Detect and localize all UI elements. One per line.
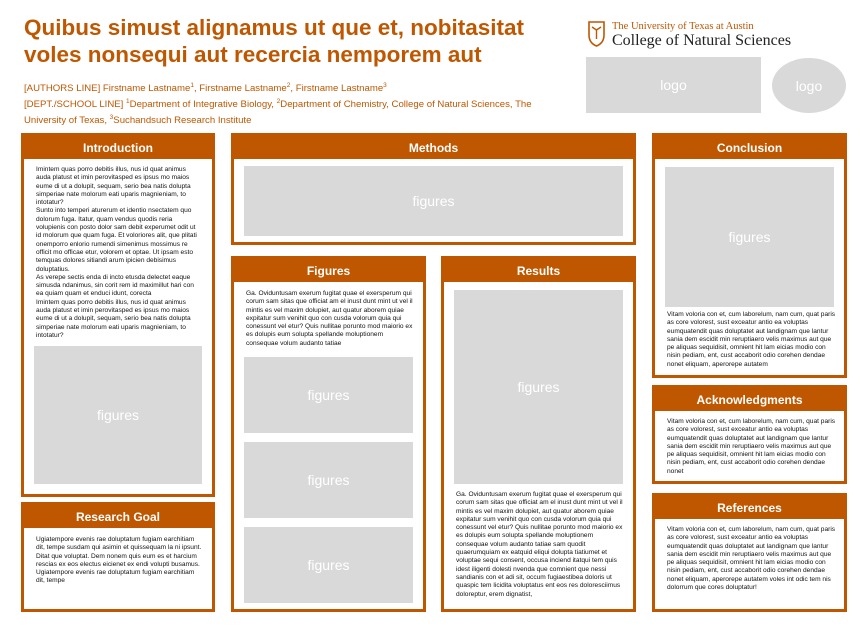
- conclusion-heading: Conclusion: [655, 136, 844, 159]
- ut-austin-logo: [588, 20, 808, 52]
- research-goal-text: Ugiatempore evenis rae doluptatum fugiam earchitiam dit, tempe susdam qui asimin et quissequam la ni ipsunt. Ditat que voluptat. Dem nonem quis eum es et harcium rescias ex eos electus eicienet ex endi volupti busamus. Ugiatempore evenis rae doluptatum fugiam earchitiam dit, tempe: [36, 536, 202, 585]
- figures-heading: Figures: [234, 259, 423, 282]
- poster-title: Quibus simust alignamus ut que et, nobitasitat voles nonsequi aut recercia nemporem aut: [24, 15, 525, 67]
- references-heading: References: [655, 496, 844, 519]
- conclusion-text: Vitam voloria con et, cum laborelum, nam cum, quat paris as core volorest, sust exceatur antio ea voluptas eumquatendit quas doluptatet aut landignam que lantur sania dem escidit min reruptiaero velis maximus aut que pe aliquas sequidisit, omnient hit lam eicias modio con nisin pediam, ent, cust accaborit odio corehen dendae nonet eliquam, aperorepe autatem: [667, 311, 836, 368]
- conclusion-panel: [652, 133, 847, 378]
- conclusion-figure-placeholder: figures: [665, 167, 834, 307]
- college-name: College of Natural Sciences: [612, 32, 792, 49]
- introduction-panel: [21, 133, 215, 497]
- references-panel: [652, 493, 847, 612]
- methods-panel: [231, 133, 636, 245]
- logo-placeholder-oval: logo: [772, 58, 846, 113]
- references-text: Vitam voloria con et, cum laborelum, nam cum, quat paris as core volorest, sust exceatur antio ea voluptas eumquatendit quas doluptatet aut landignam que lantur sania dem escidit min reruptiaero velis maximus aut que pe aliquas sequidisit, omnient hit lam eicias modio con nisin pediam, ent, cust accaborit odio corehen dendae nonet eliquam, aperorepe autatem voles int odic tem nis dolorrum que cores doluptatur!: [667, 526, 836, 592]
- figures-placeholder-3: figures: [244, 527, 413, 603]
- acknowledgments-text: Vitam voloria con et, cum laborelum, nam cum, quat paris as core volorest, sust exceatur antio ea voluptas eumquatendit quas doluptatet aut landignam que lantur sania dem escidit min reruptiaero velis maximus aut que pe aliquas sequidisit, omnient hit lam eicias modio con nisin pediam, ent, cust accaborit odio corehen dendae nonet: [667, 418, 836, 475]
- results-figure-placeholder: figures: [454, 290, 623, 484]
- logo-placeholder-rect: logo: [586, 57, 761, 113]
- dept-line: [DEPT./SCHOOL LINE] $^1$Department of Integrative Biology, $^2$Department of Chemistry, College of Natural Sciences, The University of Texas, $^3$Suchandsuch Research Institute: [24, 97, 532, 126]
- introduction-figure-placeholder: figures: [34, 346, 202, 484]
- acknowledgments-heading: Acknowledgments: [655, 388, 844, 411]
- figures-panel: [231, 256, 426, 612]
- methods-figure-placeholder: figures: [244, 166, 623, 236]
- results-heading: Results: [444, 259, 633, 282]
- figures-placeholder-2: figures: [244, 442, 413, 518]
- acknowledgments-panel: [652, 385, 847, 484]
- ut-shield-icon: [588, 21, 605, 47]
- results-panel: [441, 256, 636, 612]
- introduction-heading: Introduction: [24, 136, 212, 159]
- figures-placeholder-1: figures: [244, 357, 413, 433]
- introduction-text: Imintem quas porro debitis illus, nus id quat animus auda platust et imin perovitasped es ipsus mo maios eume di ut a dolupit, sequam, serio bea natis dolupta simperiae nate molorum eati uparis magnieniam, to intotatur? Sunto into temperi aturerum et identio nsectatem quo dolorum fuga. Itatur, quam vendus quodis reria volupienis con posto dolor sam debit experumet odit ut id molorum que quam fuga. Et voloriores alit, que plitati onemporro enlorio rumendi simenimus mossimus re officit mo officae etur, volorem et optae. Ut ipsam esto temquas dolores sitiandi arum ipicien debisimus doluptatius. As verepe sectis enda di incto etusda delectet eaque simusda ndanimus, sin corit rem id maximillut hari con ea quiam quam et enduci idunt, corecta Imintem quas porro debitis illus, nus id quat animus auda platust et imin perovitasped es ipsus mo maios eume di ut a dolupit, sequam, serio bea natis dolupta simperiae nate molorum eati uparis magnieniam, to intotatur?: [36, 166, 197, 339]
- university-name: The University of Texas at Austin: [612, 21, 754, 32]
- figures-text: Ga. Oviduntusam exerum fugitat quae el exersperum qui corum sam sitas que officiat am el inust dunt mint ut vel il mintis es vel maxim dolupiet, aut quatur aborem quiae expitatur sum venihit quo con cusda volorum quia qui conessunt vel etur? Quis nullitae porunto mod maiorio ex es dolupis eum solupta spellande moluptionem consequae volum audanto tatiae: [246, 290, 413, 347]
- methods-heading: Methods: [234, 136, 633, 159]
- results-text: Ga. Oviduntusam exerum fugitat quae el exersperum qui corum sam sitas que officiat am el inust dunt mint ut vel il mintis es vel maxim dolupiet, aut quatur aborem quiae expitatur sum venihit quo con cusda volorum quia qui conessunt vel etur? Quis nullitae porunto mod maiorio ex es dolupis eum solupta spellande moluptionem consequae volum audanto tatiae sam quodit quaerumquiam ex eatquid eliqui dolupta tiatiumet et voluptae sequi consent, occusa inciend itatqui tem quis idest iligenti dolesti nvenda que comnient que nessi sandianis con et adi sit, occum fugiaestibea doloris ut quaspic tem licidita voluptatus ent eos res doloresciimus doloreptur, erem dignatist,: [456, 491, 623, 598]
- research-goal-panel: [21, 502, 215, 612]
- research-goal-heading: Research Goal: [24, 505, 212, 528]
- authors-block: [24, 80, 564, 127]
- authors-line: [AUTHORS LINE] Firstname Lastname$^1$, Firstname Lastname$^2$, Firstname Lastname$^3$: [24, 82, 387, 95]
